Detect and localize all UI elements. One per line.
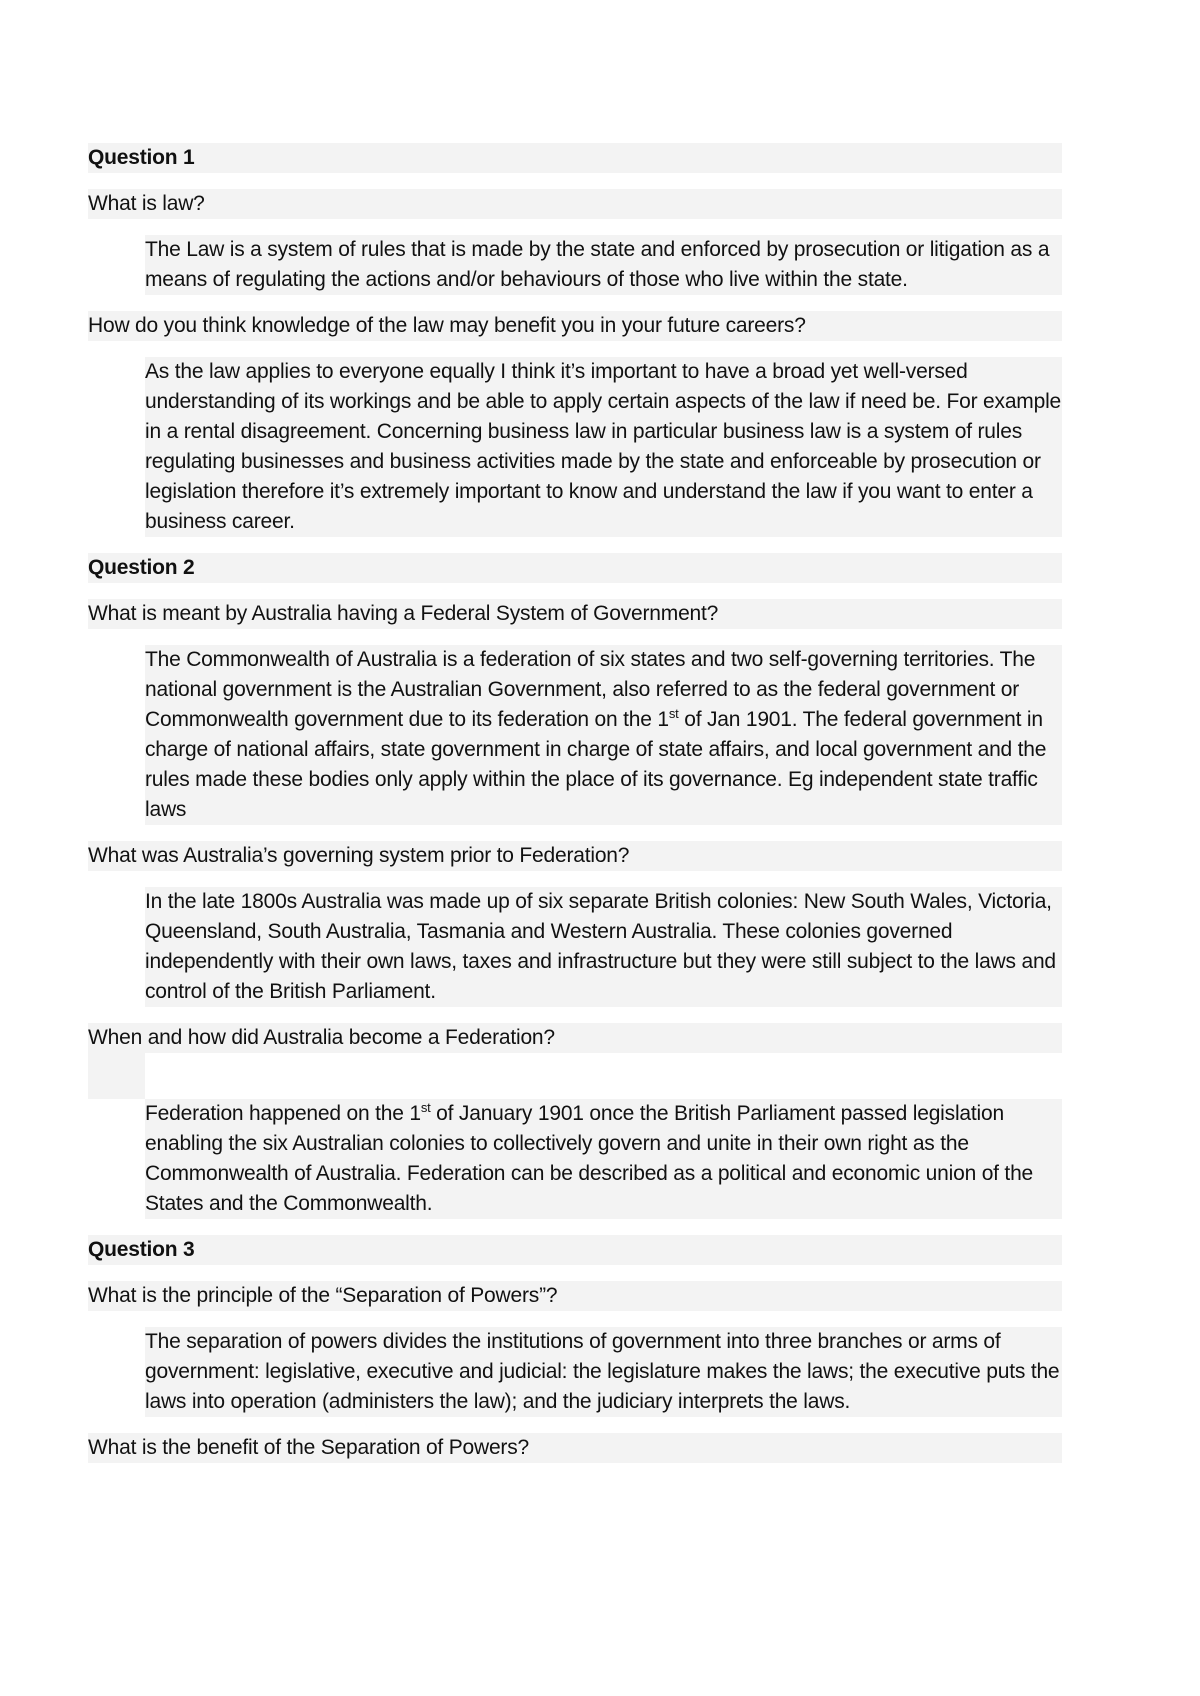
question-3-prompt-benefit: What is the benefit of the Separation of Powers? bbox=[88, 1433, 1062, 1463]
question-1-heading: Question 1 bbox=[88, 143, 1062, 173]
question-1-answer-career-benefit: As the law applies to everyone equally I think it’s important to have a broad yet well-versed understanding of its workings and be able to apply certain aspects of the law if need be. For example in a rental disagreement. Concerning business law in particular business law is a system of rules regulating businesses and business activities made by the state and enforceable by prosecution or legislation therefore it’s extremely important to know and understand the law if you want to enter a business career. bbox=[145, 357, 1062, 537]
answer-text: of January 1901 once the British Parliament passed legislation enabling the six Australian colonies to collectively govern and unite in their own right as the Commonwealth of Australia. Federation can be described as a political and economic union of the States and the Commonwealth. bbox=[145, 1102, 1034, 1215]
ordinal-superscript: st bbox=[420, 1100, 431, 1115]
question-2-prompt-when-how: When and how did Australia become a Federation? bbox=[88, 1023, 1062, 1053]
question-2-answer-when-how bbox=[145, 1099, 1062, 1219]
question-2-heading: Question 2 bbox=[88, 553, 1062, 583]
ordinal-superscript: st bbox=[668, 706, 679, 721]
answer-text: of Jan 1901. The federal government in charge of national affairs, state government in charge of state affairs, and local government and the rules made these bodies only apply within the place of its governance. Eg independent state traffic laws bbox=[145, 708, 1047, 821]
question-2-prompt-prior-system: What was Australia’s governing system prior to Federation? bbox=[88, 841, 1062, 871]
question-1-answer-what-is-law: The Law is a system of rules that is made by the state and enforced by prosecution or litigation as a means of regulating the actions and/or behaviours of those who live within the state. bbox=[145, 235, 1062, 295]
question-1-prompt-career-benefit: How do you think knowledge of the law may benefit you in your future careers? bbox=[88, 311, 1062, 341]
answer-text: The Commonwealth of Australia is a federation of six states and two self-governing territories. The national government is the Australian Government, also referred to as the federal government or Commonwealth government due to its federation on the 1 bbox=[145, 648, 1036, 731]
blank-paragraph bbox=[88, 1053, 145, 1099]
question-3-answer-principle: The separation of powers divides the institutions of government into three branches or arms of government: legislative, executive and judicial: the legislature makes the laws; the executive puts the laws into operation (administers the law); and the judiciary interprets the laws. bbox=[145, 1327, 1062, 1417]
question-2-answer-prior-system: In the late 1800s Australia was made up of six separate British colonies: New South Wales, Victoria, Queensland, South Australia, Tasmania and Western Australia. These colonies governed independently with their own laws, taxes and infrastructure but they were still subject to the laws and control of the British Parliament. bbox=[145, 887, 1062, 1007]
question-3-prompt-principle: What is the principle of the “Separation of Powers”? bbox=[88, 1281, 1062, 1311]
question-1-prompt-what-is-law: What is law? bbox=[88, 189, 1062, 219]
question-2-answer-federal-system bbox=[145, 645, 1062, 825]
answer-text: Federation happened on the 1 bbox=[145, 1102, 421, 1125]
question-2-prompt-federal-system: What is meant by Australia having a Federal System of Government? bbox=[88, 599, 1062, 629]
document-content bbox=[88, 143, 1062, 1479]
question-3-heading: Question 3 bbox=[88, 1235, 1062, 1265]
